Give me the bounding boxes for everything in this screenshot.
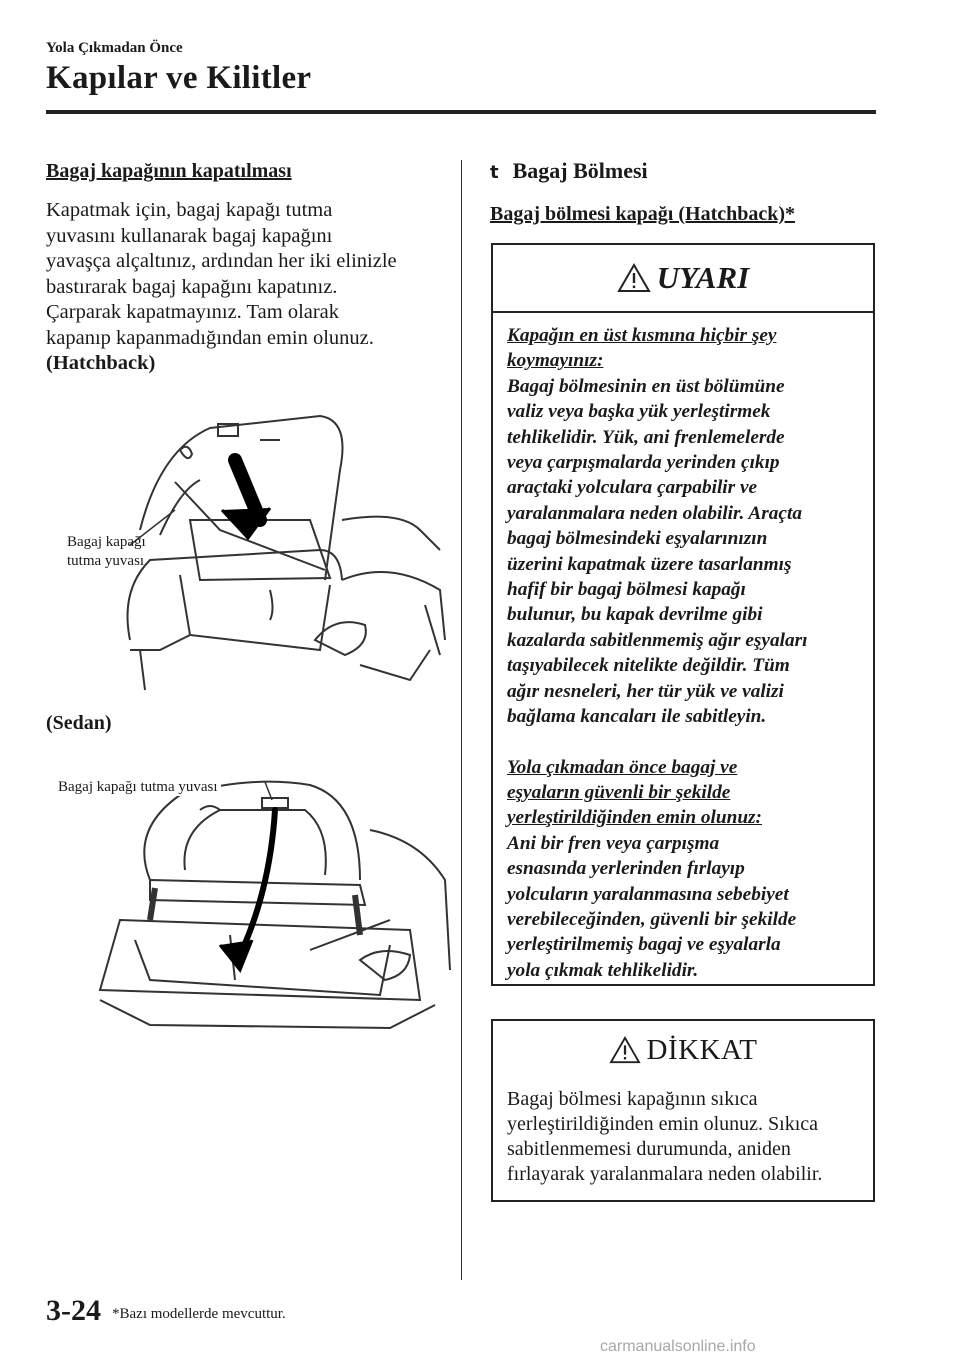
caution-title: DİKKAT (646, 1033, 758, 1066)
warning-line: araçtaki yolculara çarpabilir ve (507, 477, 758, 499)
caution-box (491, 1019, 875, 1202)
paragraph-line: kapanıp kapanmadığından emin olunuz. (46, 326, 374, 349)
caption-line: Bagaj kapağı (67, 534, 146, 550)
warning-line: verebileceğinden, güvenli bir şekilde (507, 908, 797, 930)
warning-line: yola çıkmak tehlikelidir. (507, 959, 699, 981)
warning-line: Yola çıkmadan önce bagaj ve (507, 756, 738, 778)
warning-header (493, 245, 873, 313)
paragraph-line: yuvasını kullanarak bagaj kapağını (46, 224, 333, 247)
warning-line: bulunur, bu kapak devrilme gibi (507, 604, 763, 626)
hatchback-caption (67, 533, 146, 571)
warning-line: yolcuların yaralanmasına sebebiyet (507, 883, 789, 905)
paragraph-line: Çarparak kapatmayınız. Tam olarak (46, 301, 340, 323)
warning-line: Kapağın en üst kısmına hiçbir şey (507, 325, 777, 346)
warning-line: valiz veya başka yük yerleştirmek (507, 401, 771, 423)
caution-line: fırlayarak yaralanmalara neden olabilir. (507, 1163, 823, 1185)
warning-line: yaralanmalara neden olabilir. Araçta (507, 502, 802, 524)
caution-line: sabitlenmemesi durumunda, aniden (507, 1138, 791, 1160)
warning-line: koymayınız: (507, 350, 604, 372)
sedan-label: (Sedan) (46, 712, 112, 734)
luggage-compartment-heading (490, 158, 648, 184)
paragraph-line: Kapatmak için, bagaj kapağı tutma (46, 199, 333, 221)
paragraph-line: bastırarak bagaj kapağını kapatınız. (46, 275, 338, 298)
caution-body (493, 1079, 873, 1187)
header-rule (46, 110, 876, 114)
warning-line: bağlama kancaları ile sabitleyin. (507, 706, 767, 728)
column-divider (461, 160, 462, 1280)
warning-line: yerleştirildiğinden emin olunuz: (507, 807, 762, 829)
watermark: carmanualsonline.info (600, 1338, 756, 1355)
closing-heading: Bagaj kapağının kapatılması (46, 160, 292, 182)
cover-subheading: Bagaj bölmesi kapağı (Hatchback)* (490, 203, 796, 225)
caution-header (493, 1021, 873, 1079)
footnote: *Bazı modellerde mevcuttur. (112, 1306, 286, 1322)
caution-line: Bagaj bölmesi kapağının sıkıca (507, 1088, 758, 1110)
caution-line: yerleştirildiğinden emin olunuz. Sıkıca (507, 1113, 819, 1135)
warning-triangle-icon (617, 263, 651, 293)
hatchback-illustration (120, 410, 450, 695)
warning-box (491, 243, 875, 986)
page-number: 3-24 (46, 1294, 101, 1327)
warning-line: esnasında yerlerinden fırlayıp (507, 858, 745, 880)
warning-line: eşyaların güvenli bir şekilde (507, 781, 731, 803)
chapter-title: Kapılar ve Kilitler (46, 60, 312, 96)
sedan-illustration (90, 770, 455, 1030)
warning-body (493, 313, 873, 983)
warning-line: taşıyabilecek nitelikte değildir. Tüm (507, 655, 790, 677)
section-title: Yola Çıkmadan Önce (46, 40, 183, 56)
hatchback-label: (Hatchback) (46, 352, 156, 374)
warning-line: tehlikelidir. Yük, ani frenlemelerde (507, 426, 785, 448)
warning-line: Bagaj bölmesinin en üst bölümüne (507, 375, 785, 397)
closing-paragraph (46, 198, 446, 377)
warning-line: hafif bir bagaj bölmesi kapağı (507, 579, 746, 601)
sedan-caption: Bagaj kapağı tutma yuvası (58, 779, 221, 796)
warning-line: bagaj bölmesindeki eşyalarınızın (507, 528, 768, 550)
warning-line: Ani bir fren veya çarpışma (507, 832, 720, 854)
warning-line: ağır nesneleri, her tür yük ve valizi (507, 680, 784, 702)
caption-line: tutma yuvası (67, 553, 145, 569)
warning-title: UYARI (656, 260, 750, 295)
warning-triangle-icon (609, 1036, 641, 1064)
heading-text: Bagaj Bölmesi (512, 158, 648, 183)
bullet-icon: t (490, 162, 499, 183)
paragraph-line: yavaşça alçaltınız, ardından her iki elinizle (46, 250, 397, 272)
warning-line: veya çarpışmalarda yerinden çıkıp (507, 452, 780, 474)
warning-line: üzerini kapatmak üzere tasarlanmış (507, 553, 792, 575)
warning-line: yerleştirilmemiş bagaj ve eşyalarla (507, 934, 781, 956)
warning-line: kazalarda sabitlenmemiş ağır eşyaları (507, 629, 808, 651)
